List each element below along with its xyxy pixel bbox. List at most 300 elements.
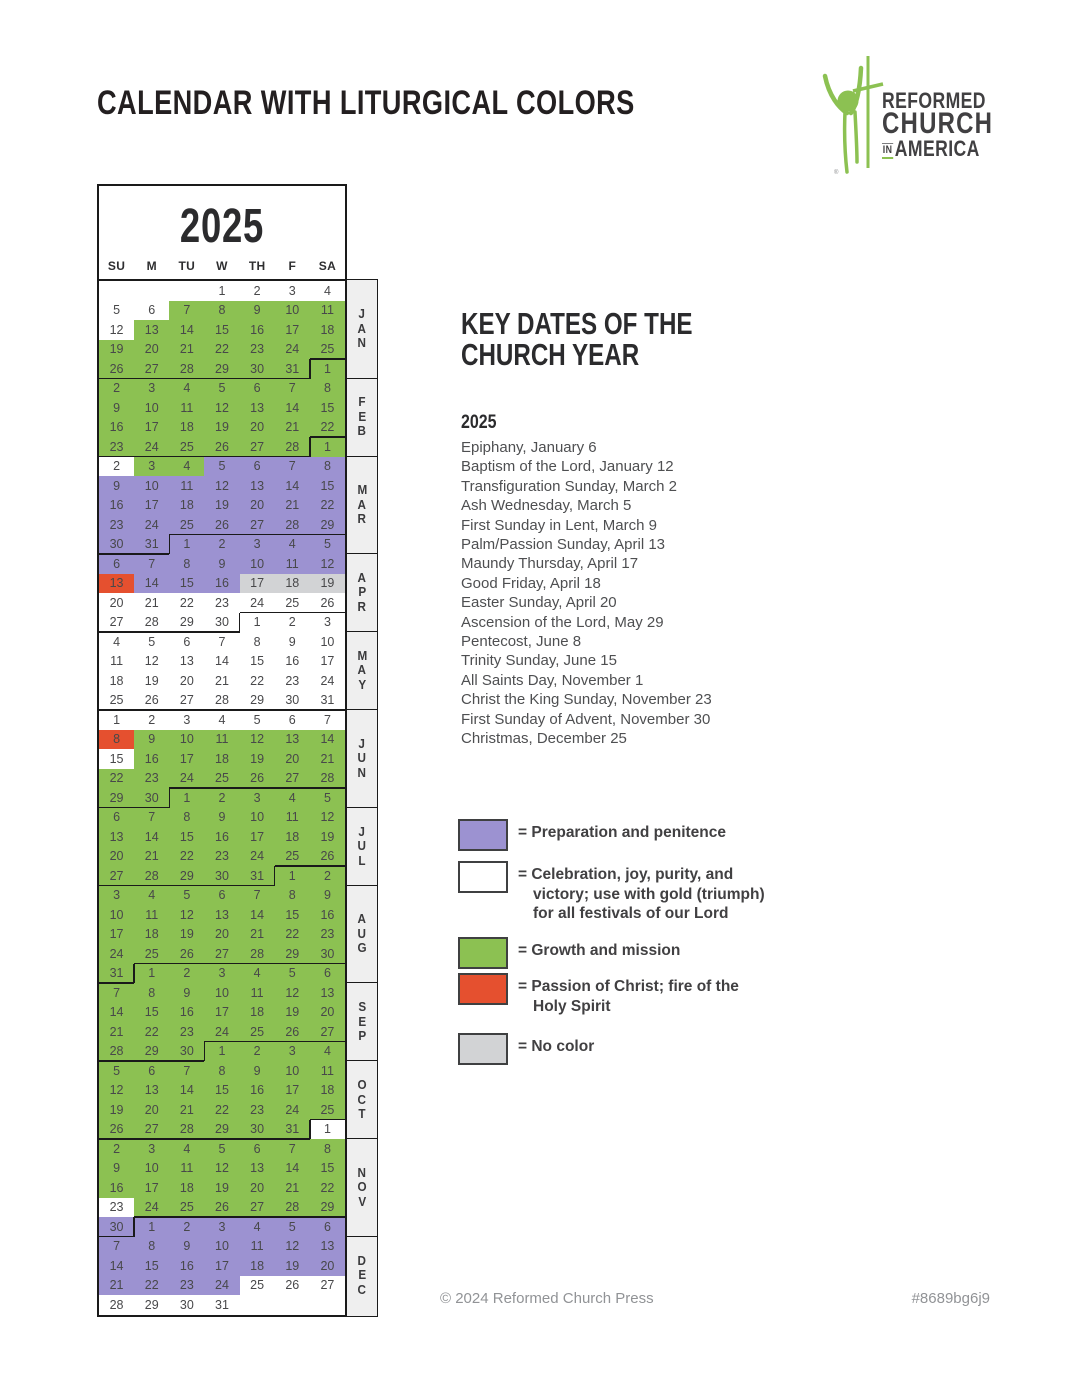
month-label-letter: A [357, 911, 367, 927]
calendar-day-cell: 25 [240, 1276, 275, 1296]
calendar-day-cell: 24 [275, 1100, 310, 1120]
key-date-item: Maundy Thursday, April 17 [461, 555, 639, 573]
calendar-day-cell: 11 [275, 554, 310, 574]
calendar-day-cell: 14 [169, 1081, 204, 1101]
calendar-day-cell: 29 [204, 359, 239, 379]
month-label [347, 456, 377, 554]
calendar-day-cell: 9 [99, 476, 134, 496]
calendar-day-cell: 15 [275, 905, 310, 925]
calendar-day-cell: 2 [240, 281, 275, 301]
calendar-day-cell: 25 [275, 593, 310, 613]
calendar-day-cell: 15 [169, 574, 204, 594]
calendar-day-cell: 2 [275, 613, 310, 633]
calendar-day-cell: 10 [240, 554, 275, 574]
calendar-day-cell: 25 [310, 340, 345, 360]
calendar-day-cell: 22 [240, 671, 275, 691]
calendar-day-cell: 30 [99, 1217, 134, 1237]
calendar-day-cell: 4 [310, 1042, 345, 1062]
month-label-column [347, 279, 378, 1317]
calendar-day-cell: 27 [275, 769, 310, 789]
calendar-day-cell: 30 [204, 613, 239, 633]
month-label-letter: E [358, 1267, 366, 1283]
calendar-day-cell: 14 [169, 320, 204, 340]
calendar-day-cell: 24 [134, 1198, 169, 1218]
calendar-day-cell: 5 [310, 788, 345, 808]
calendar-day-cell: 10 [169, 730, 204, 750]
calendar-day-cell: 20 [310, 1256, 345, 1276]
calendar-day-cell: 27 [99, 866, 134, 886]
calendar-day-cell: 20 [240, 496, 275, 516]
calendar-day-cell: 18 [240, 1256, 275, 1276]
calendar-day-cell: 2 [240, 1042, 275, 1062]
legend-item [458, 973, 788, 1015]
calendar-day-cell: 14 [240, 905, 275, 925]
month-label [347, 982, 377, 1060]
logo-text-america: AMERICA [894, 136, 980, 161]
calendar-day-cell: 15 [204, 1081, 239, 1101]
calendar-day-cell: 4 [275, 788, 310, 808]
legend-swatch [458, 861, 508, 893]
footer-copyright: © 2024 Reformed Church Press [440, 1290, 654, 1307]
calendar-day-cell: 19 [204, 496, 239, 516]
calendar-day-cell: 19 [275, 1003, 310, 1023]
calendar-day-cell: 18 [169, 1178, 204, 1198]
month-label [347, 553, 377, 631]
month-label-letter: P [358, 584, 366, 600]
legend-label-line: = Celebration, joy, purity, and [518, 866, 734, 883]
calendar-day-cell: 1 [134, 1217, 169, 1237]
legend-label-line: victory; use with gold (triumph) [533, 885, 765, 903]
calendar-day-cell: 20 [204, 925, 239, 945]
calendar-day-cell: 8 [99, 730, 134, 750]
rca-figure-cross-icon [818, 50, 884, 178]
key-date-item: Epiphany, January 6 [461, 439, 597, 456]
calendar-day-cell: 5 [134, 632, 169, 652]
calendar-day-cell: 30 [275, 691, 310, 711]
calendar-day-cell: 11 [310, 1061, 345, 1081]
calendar-day-cell: 21 [275, 418, 310, 438]
calendar-day-cell: 18 [275, 827, 310, 847]
calendar-day-cell: 26 [204, 515, 239, 535]
calendar-day-cell: 7 [99, 983, 134, 1003]
legend-label-line: = Passion of Christ; fire of the [518, 978, 739, 995]
calendar-day-cell: 9 [275, 632, 310, 652]
month-label-letter: V [358, 1193, 366, 1209]
calendar-day-cell: 28 [204, 691, 239, 711]
calendar-day-cell: 27 [240, 515, 275, 535]
calendar-day-cell: 17 [204, 1256, 239, 1276]
calendar-day-cell: 26 [99, 1120, 134, 1140]
calendar-day-cell: 28 [169, 359, 204, 379]
calendar-day-cell: 28 [275, 515, 310, 535]
calendar-day-cell: 8 [134, 983, 169, 1003]
calendar-day-cell: 28 [99, 1042, 134, 1062]
calendar-day-cell: 20 [310, 1003, 345, 1023]
calendar-day-cell: 16 [240, 1081, 275, 1101]
calendar-day-cell: 5 [204, 1139, 239, 1159]
calendar-day-cell: 16 [169, 1256, 204, 1276]
calendar-day-cell: 12 [310, 554, 345, 574]
calendar-day-cell: 7 [134, 808, 169, 828]
calendar-day-cell: 4 [99, 632, 134, 652]
month-label [347, 709, 377, 807]
calendar-day-cell: 19 [204, 418, 239, 438]
calendar-day-cell: 31 [275, 1120, 310, 1140]
calendar-day-cell: 28 [169, 1120, 204, 1140]
calendar-day-cell: 27 [310, 1276, 345, 1296]
calendar-day-cell: 5 [169, 886, 204, 906]
calendar-day-cell: 26 [275, 1022, 310, 1042]
calendar-day-cell: 29 [99, 788, 134, 808]
calendar-day-cell [275, 1295, 310, 1315]
calendar-day-cell: 30 [204, 866, 239, 886]
calendar-day-cell: 12 [99, 1081, 134, 1101]
month-label-letter: R [357, 598, 367, 614]
calendar-day-cell: 22 [275, 925, 310, 945]
legend-label [518, 977, 739, 1016]
calendar-day-cell: 29 [204, 1120, 239, 1140]
calendar-day-cell: 3 [275, 281, 310, 301]
calendar-day-cell: 16 [204, 574, 239, 594]
day-of-week-header [99, 259, 345, 273]
calendar-day-cell: 8 [275, 886, 310, 906]
calendar-day-cell: 28 [240, 944, 275, 964]
month-label-letter: M [357, 647, 367, 663]
calendar-day-cell: 14 [310, 730, 345, 750]
month-label [347, 631, 377, 709]
calendar-day-cell: 16 [99, 418, 134, 438]
calendar-year: 2025 [179, 200, 265, 253]
calendar-day-cell: 22 [204, 1100, 239, 1120]
calendar-day-cell: 3 [134, 1139, 169, 1159]
calendar-day-cell: 4 [310, 281, 345, 301]
month-label-letter: A [357, 496, 367, 512]
calendar-day-cell: 1 [310, 437, 345, 457]
legend-label [518, 941, 680, 961]
key-date-item: Palm/Passion Sunday, April 13 [461, 536, 666, 554]
calendar-day-cell: 19 [99, 1100, 134, 1120]
legend-label [518, 1037, 594, 1057]
calendar-day-cell: 3 [204, 1217, 239, 1237]
calendar-day-cell: 26 [99, 359, 134, 379]
month-label-letter: G [357, 940, 367, 956]
legend-label-line: = No color [518, 1038, 595, 1055]
calendar-day-cell: 3 [169, 710, 204, 730]
calendar-day-cell: 18 [204, 749, 239, 769]
calendar-day-cell: 21 [134, 847, 169, 867]
calendar-day-cell: 6 [310, 1217, 345, 1237]
calendar-day-cell: 25 [204, 769, 239, 789]
calendar-day-cell: 22 [134, 1276, 169, 1296]
calendar-day-cell: 10 [134, 1159, 169, 1179]
calendar-day-cell: 12 [275, 1237, 310, 1257]
calendar-day-cell: 16 [134, 749, 169, 769]
calendar-day-cell: 9 [240, 301, 275, 321]
month-label [347, 885, 377, 983]
calendar-day-cell: 9 [310, 886, 345, 906]
calendar-day-cell: 20 [275, 749, 310, 769]
calendar-day-cell: 10 [204, 1237, 239, 1257]
calendar-day-cell: 2 [99, 1139, 134, 1159]
calendar-day-cell: 18 [99, 671, 134, 691]
calendar-day-cell: 24 [204, 1276, 239, 1296]
calendar-day-cell: 6 [204, 886, 239, 906]
calendar-day-cell: 1 [204, 281, 239, 301]
calendar-day-cell: 22 [310, 418, 345, 438]
calendar-day-cell: 4 [240, 964, 275, 984]
legend-item [458, 1033, 788, 1065]
calendar-day-cell: 21 [240, 925, 275, 945]
calendar-day-cell: 12 [275, 983, 310, 1003]
key-date-item: Pentecost, June 8 [461, 633, 582, 651]
calendar-day-cell: 9 [99, 398, 134, 418]
calendar-day-cell: 17 [134, 1178, 169, 1198]
calendar-day-cell: 14 [275, 398, 310, 418]
calendar-day-cell: 29 [134, 1042, 169, 1062]
calendar-day-cell: 2 [134, 710, 169, 730]
calendar-day-cell: 4 [169, 457, 204, 477]
calendar-day-cell: 7 [310, 710, 345, 730]
month-label-letter: C [357, 1281, 367, 1297]
calendar-day-cell [310, 1295, 345, 1315]
month-label-letter: M [357, 482, 367, 498]
calendar-day-cell: 23 [204, 847, 239, 867]
calendar-day-cell: 24 [275, 340, 310, 360]
calendar-day-cell: 28 [310, 769, 345, 789]
calendar-day-cell: 11 [169, 476, 204, 496]
calendar-day-cell: 6 [240, 457, 275, 477]
calendar-day-cell: 4 [169, 1139, 204, 1159]
legend-label-line: = Preparation and penitence [518, 824, 727, 841]
calendar-day-cell: 13 [169, 652, 204, 672]
month-label-letter: O [357, 1179, 367, 1195]
calendar-day-cell: 29 [134, 1295, 169, 1315]
month-label-letter: E [358, 1013, 366, 1029]
calendar-day-cell: 25 [275, 847, 310, 867]
calendar-day-cell: 11 [310, 301, 345, 321]
calendar-day-cell: 24 [134, 515, 169, 535]
calendar-day-cell: 22 [204, 340, 239, 360]
calendar-day-cell: 16 [204, 827, 239, 847]
calendar-day-cell: 23 [99, 1198, 134, 1218]
calendar-day-cell: 8 [204, 301, 239, 321]
calendar-day-cell: 27 [310, 1022, 345, 1042]
calendar-day-cell: 6 [134, 301, 169, 321]
calendar-day-cell: 27 [99, 613, 134, 633]
calendar-day-cell: 23 [169, 1022, 204, 1042]
calendar-day-cell: 29 [169, 613, 204, 633]
calendar-day-cell: 6 [275, 710, 310, 730]
month-label-letter: S [358, 999, 366, 1015]
legend-label [518, 865, 765, 924]
calendar-day-cell: 17 [240, 827, 275, 847]
calendar-day-cell: 3 [240, 788, 275, 808]
month-label-letter: N [357, 764, 367, 780]
calendar-day-cell: 11 [240, 983, 275, 1003]
calendar-day-cell: 6 [310, 964, 345, 984]
calendar-day-cell: 10 [99, 905, 134, 925]
calendar-day-cell: 15 [99, 749, 134, 769]
calendar-day-cell: 13 [240, 1159, 275, 1179]
calendar-day-cell: 12 [310, 808, 345, 828]
calendar-day-cell: 19 [134, 671, 169, 691]
calendar-day-cell: 15 [310, 476, 345, 496]
calendar-day-cell: 14 [275, 1159, 310, 1179]
calendar-day-cell: 8 [134, 1237, 169, 1257]
calendar-day-cell: 19 [310, 574, 345, 594]
calendar-day-cell: 9 [204, 808, 239, 828]
key-date-item: First Sunday of Advent, November 30 [461, 710, 711, 728]
calendar-day-cell: 16 [99, 496, 134, 516]
calendar-day-cell: 15 [310, 1159, 345, 1179]
key-dates-list [461, 438, 712, 749]
calendar-day-cell: 13 [240, 398, 275, 418]
calendar-day-cell: 9 [134, 730, 169, 750]
month-label [347, 807, 377, 885]
calendar-day-cell: 29 [240, 691, 275, 711]
calendar-day-cell: 1 [99, 710, 134, 730]
calendar-day-cell: 4 [204, 710, 239, 730]
calendar-day-cell: 21 [204, 671, 239, 691]
month-label-letter: F [358, 394, 366, 410]
page-title: CALENDAR WITH LITURGICAL COLORS [97, 84, 635, 122]
calendar-day-cell: 6 [99, 554, 134, 574]
calendar-day-cell: 13 [99, 827, 134, 847]
month-label-letter: O [357, 1077, 367, 1093]
key-date-item: Trinity Sunday, June 15 [461, 652, 617, 670]
calendar-day-cell: 26 [169, 944, 204, 964]
legend-swatch [458, 937, 508, 969]
day-of-week-label: F [288, 259, 297, 273]
calendar-day-cell: 6 [240, 379, 275, 399]
rca-logo [818, 50, 1008, 178]
legend-item [458, 861, 788, 922]
legend-label [518, 823, 726, 843]
calendar-day-cell: 30 [169, 1042, 204, 1062]
calendar-day-cell: 18 [310, 320, 345, 340]
calendar-day-cell: 16 [169, 1003, 204, 1023]
calendar-day-cell: 23 [134, 769, 169, 789]
calendar-day-cell: 22 [310, 496, 345, 516]
month-label-letter: J [358, 735, 366, 751]
calendar-day-cell: 3 [310, 613, 345, 633]
calendar-day-cell: 30 [240, 359, 275, 379]
calendar-day-cell: 18 [169, 496, 204, 516]
calendar-day-cell: 13 [310, 983, 345, 1003]
calendar-day-cell: 18 [169, 418, 204, 438]
calendar-day-cell: 10 [310, 632, 345, 652]
calendar-day-cell: 25 [169, 1198, 204, 1218]
calendar-day-cell: 30 [99, 535, 134, 555]
calendar-day-cell: 25 [134, 944, 169, 964]
key-date-item: Easter Sunday, April 20 [461, 594, 617, 612]
calendar-day-cell: 27 [204, 944, 239, 964]
calendar-day-cell: 19 [99, 340, 134, 360]
calendar-day-cell: 26 [310, 593, 345, 613]
calendar-day-cell: 1 [169, 788, 204, 808]
calendar-day-cell: 17 [275, 1081, 310, 1101]
month-label-letter: A [357, 569, 367, 585]
calendar-day-cell: 29 [310, 1198, 345, 1218]
svg-text:®: ® [834, 170, 839, 176]
calendar-day-cell: 25 [99, 691, 134, 711]
calendar-day-cell: 17 [169, 749, 204, 769]
calendar-day-cell: 21 [134, 593, 169, 613]
calendar-day-cell: 24 [134, 437, 169, 457]
calendar-day-cell: 28 [275, 1198, 310, 1218]
calendar-day-cell: 12 [204, 476, 239, 496]
day-of-week-label: M [146, 259, 157, 273]
calendar-day-cell: 30 [134, 788, 169, 808]
calendar-day-cell: 19 [204, 1178, 239, 1198]
calendar-day-cell: 1 [310, 359, 345, 379]
calendar-day-cell: 14 [275, 476, 310, 496]
calendar-day-cell: 25 [169, 437, 204, 457]
calendar-day-cell: 13 [240, 476, 275, 496]
calendar-day-cell: 12 [240, 730, 275, 750]
calendar-day-cell: 1 [169, 535, 204, 555]
calendar-day-cell: 5 [275, 964, 310, 984]
calendar-day-cell: 24 [240, 847, 275, 867]
month-label-letter: P [358, 1028, 366, 1044]
key-date-item: Transfiguration Sunday, March 2 [461, 477, 677, 495]
calendar-day-cell: 20 [99, 593, 134, 613]
calendar-day-cell: 17 [99, 925, 134, 945]
key-dates-year: 2025 [461, 412, 497, 433]
calendar-day-cell: 9 [204, 554, 239, 574]
calendar-day-cell: 10 [240, 808, 275, 828]
calendar-day-cell: 31 [134, 535, 169, 555]
month-label-letter: U [357, 750, 367, 766]
calendar-day-cell: 2 [99, 457, 134, 477]
key-date-item: Ash Wednesday, March 5 [461, 497, 632, 515]
month-label-letter: Y [358, 676, 366, 692]
key-date-item: Good Friday, April 18 [461, 574, 601, 592]
calendar-day-cell: 19 [310, 827, 345, 847]
calendar-day-cell: 13 [204, 905, 239, 925]
calendar-day-cell: 15 [134, 1256, 169, 1276]
day-of-week-label: TH [248, 259, 266, 273]
calendar-day-cell: 7 [99, 1237, 134, 1257]
calendar-day-cell: 21 [169, 340, 204, 360]
month-label-letter: L [358, 852, 366, 868]
calendar-day-cell: 1 [240, 613, 275, 633]
calendar-day-cell: 7 [134, 554, 169, 574]
calendar-day-cell: 26 [240, 769, 275, 789]
calendar-day-cell: 4 [169, 379, 204, 399]
legend-label-line: Holy Spirit [533, 997, 611, 1015]
key-date-item: Christ the King Sunday, November 23 [461, 691, 712, 709]
calendar-day-cell: 17 [310, 652, 345, 672]
month-label-letter: T [358, 1106, 366, 1122]
calendar-day-cell: 23 [99, 437, 134, 457]
calendar-day-cell: 23 [99, 515, 134, 535]
calendar-day-cell: 22 [310, 1178, 345, 1198]
calendar-day-cell: 14 [204, 652, 239, 672]
key-date-item: Ascension of the Lord, May 29 [461, 613, 664, 631]
calendar-day-cell: 19 [240, 749, 275, 769]
calendar-day-cell: 13 [310, 1237, 345, 1257]
calendar-day-cell: 1 [310, 1120, 345, 1140]
calendar-day-cell: 14 [134, 827, 169, 847]
calendar-day-cell: 3 [134, 457, 169, 477]
calendar-day-cell: 20 [134, 1100, 169, 1120]
calendar-day-cell: 12 [99, 320, 134, 340]
calendar-day-cell: 9 [169, 983, 204, 1003]
calendar-day-cell: 22 [169, 593, 204, 613]
calendar-day-cell: 14 [99, 1003, 134, 1023]
calendar-day-cell: 11 [99, 652, 134, 672]
